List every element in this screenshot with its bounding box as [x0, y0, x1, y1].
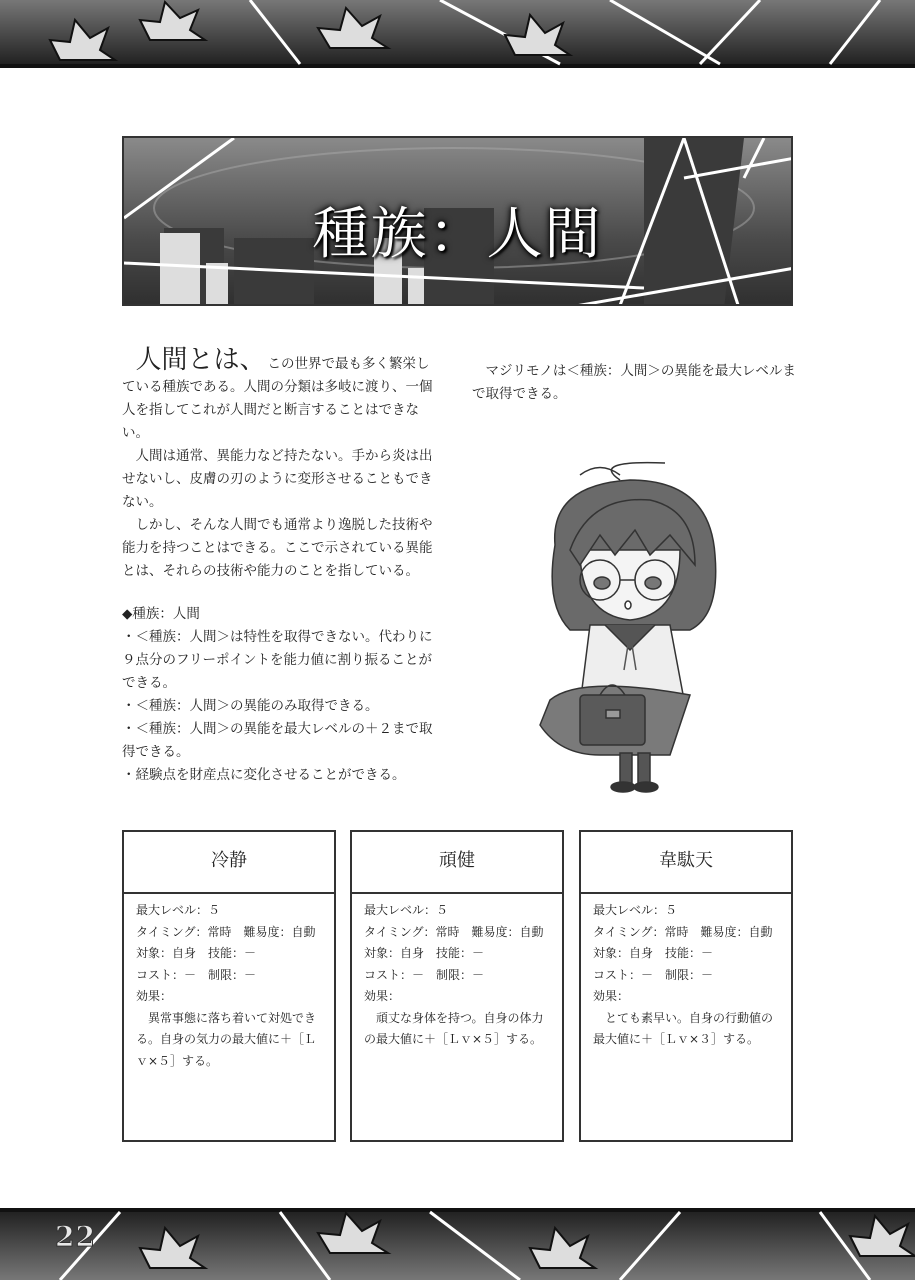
- card-cost: コスト：－ 制限：－: [136, 967, 257, 982]
- list-item: ・経験点を財産点に変化させることができる。: [122, 767, 406, 783]
- rules-list: [122, 603, 442, 787]
- intro-column: [122, 345, 442, 787]
- top-decorative-band: [0, 0, 915, 68]
- card-target: 対象：自身 技能：－: [136, 946, 257, 960]
- card-target: 対象：自身 技能：－: [593, 946, 714, 960]
- paragraph: しかし、そんな人間でも通常より逸脱した技術や能力を持つことはできる。ここで示されている異能とは、それらの技術や能力のことを指している。: [122, 517, 433, 579]
- card-cost: コスト：－ 制限：－: [593, 967, 714, 982]
- card-body: [581, 894, 791, 1051]
- card-timing: タイミング：常時 難易度：自動: [364, 924, 544, 939]
- paragraph: 人間は通常、異能力など持たない。手から炎は出せないし、皮膚の刃のように変形させることもできない。: [122, 448, 433, 510]
- bottom-decorative-band: [0, 1208, 915, 1280]
- side-paragraph: マジリモノは＜種族：人間＞の異能を最大レベルまで取得できる。: [472, 363, 796, 402]
- ability-card-swift: [579, 830, 793, 1142]
- card-effect: 頑丈な身体を持つ。自身の体力の最大値に＋［Ｌｖ×５］する。: [364, 1010, 544, 1046]
- list-heading: ◆種族：人間: [122, 606, 200, 622]
- list-item: ・＜種族：人間＞の異能を最大レベルの＋２まで取得できる。: [122, 721, 433, 760]
- card-effect-label: 効果：: [593, 989, 630, 1003]
- card-max-level: 最大レベル：５: [136, 903, 221, 917]
- list-item: ・＜種族：人間＞の異能のみ取得できる。: [122, 698, 379, 714]
- card-effect: 異常事態に落ち着いて対処できる。自身の気力の最大値に＋［Ｌｖ×５］する。: [136, 1010, 317, 1068]
- card-title: 韋駄天: [581, 832, 791, 894]
- card-title: 冷静: [124, 832, 334, 894]
- intro-paragraph: [122, 345, 442, 445]
- card-timing: タイミング：常時 難易度：自動: [136, 924, 316, 939]
- intro-text: この世界で最も多く繁栄している種族である。人間の分類は多岐に渡り、一個人を指してこれが人間だと断言することはできない。: [122, 356, 433, 441]
- card-max-level: 最大レベル：５: [593, 903, 678, 917]
- ability-card-sturdy: [350, 830, 564, 1142]
- card-body: [124, 894, 334, 1072]
- card-body: [352, 894, 562, 1051]
- card-effect-label: 効果：: [364, 989, 401, 1003]
- ability-card-cool-headed: [122, 830, 336, 1142]
- card-cost: コスト：－ 制限：－: [364, 967, 485, 982]
- title-banner: [122, 136, 793, 306]
- card-timing: タイミング：常時 難易度：自動: [593, 924, 773, 939]
- intro-lead: 人間とは、: [135, 345, 266, 375]
- card-title: 頑健: [352, 832, 562, 894]
- list-item: ・＜種族：人間＞は特性を取得できない。代わりに９点分のフリーポイントを能力値に割り振ることができる。: [122, 629, 433, 691]
- card-max-level: 最大レベル：５: [364, 903, 449, 917]
- page-title: 種族：人間: [312, 202, 603, 267]
- page-number: 22: [55, 1220, 96, 1253]
- character-illustration: [520, 455, 760, 800]
- card-effect-label: 効果：: [136, 989, 173, 1003]
- card-target: 対象：自身 技能：－: [364, 946, 485, 960]
- side-column: [472, 360, 797, 406]
- card-effect: とても素早い。自身の行動値の最大値に＋［Ｌｖ×３］する。: [593, 1010, 774, 1046]
